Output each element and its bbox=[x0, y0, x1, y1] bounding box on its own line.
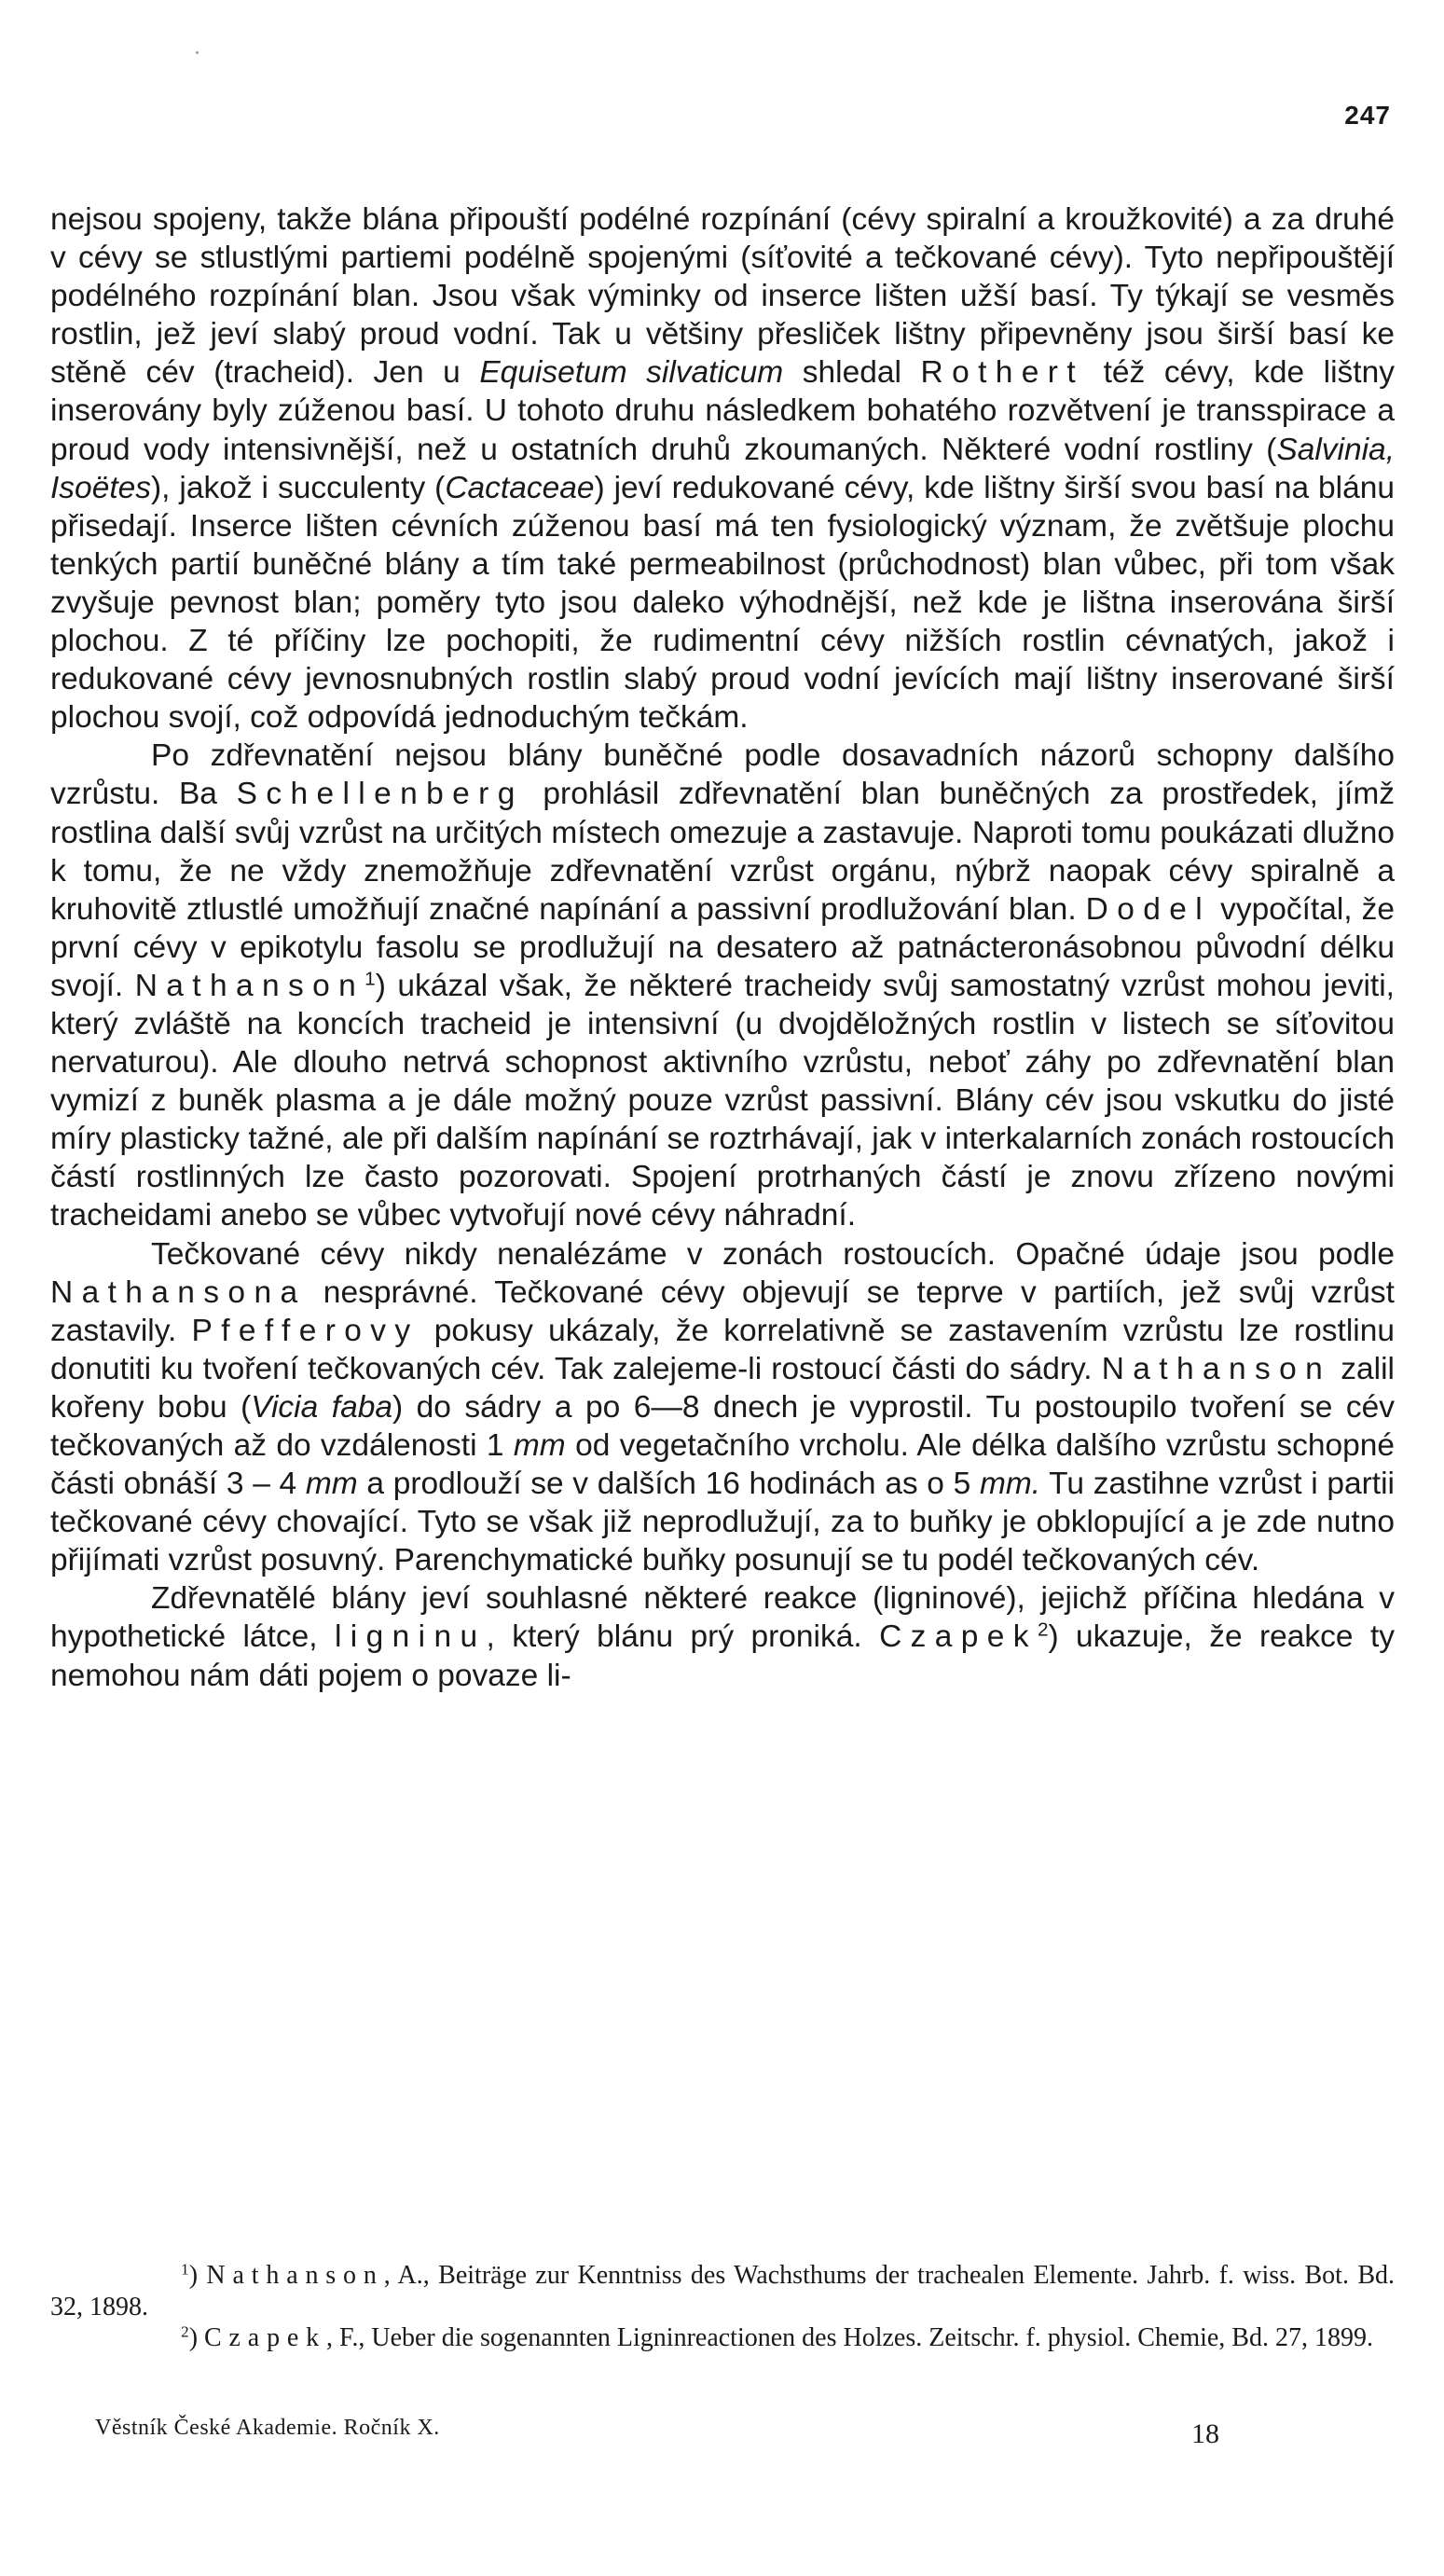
footnote-ref: 1 bbox=[364, 968, 376, 990]
author-name: Rothert bbox=[920, 355, 1085, 391]
journal-signature: Věstník České Akademie. Ročník X. bbox=[95, 2416, 440, 2440]
footnote-ref: 2 bbox=[1037, 1619, 1049, 1642]
term: ligninu bbox=[334, 1619, 487, 1655]
text-run: nesprávné. Tečkované cévy objevují se teprve v partiích, jež svůj vzrůst zastavily. bbox=[50, 1274, 1395, 1348]
text-run: ) ukázal však, že některé tracheidy svůj samostatný vzrůst mohou jeviti, který zvláště na koncích tracheid je intensivní (u dvojděložných rostlin v listech se síťovitou nervaturou). Ale dlouho netrvá schopnost aktivního vzrůstu, neboť záhy po zdřevnatění blan vymizí z buněk plasma a je dále možný pouze vzrůst passivní. Blány cév jsou vskutku do jisté míry plasticky tažné, ale při dalším napínání se roztrhávají, jak v interkalarních zonách rostoucích částí rostlinných lze často pozorovati. Spojení protrhaných částí je znovu zřízeno novými tracheidami anebo se vůbec vytvořují nové cévy náhradní. bbox=[50, 968, 1395, 1233]
text-run: Zdřevnatělé blány jeví souhlasné některé reakce (ligninové), jejichž příčina hledána v hypothetické látce, bbox=[50, 1581, 1395, 1655]
species-name: Equisetum silvaticum bbox=[479, 355, 784, 391]
footnotes bbox=[50, 2260, 1395, 2354]
unit: mm. bbox=[979, 1467, 1041, 1502]
text-run: Tečkované cévy nikdy nenalézáme v zonách rostoucích. Opačné údaje jsou podle bbox=[151, 1236, 1395, 1272]
footnote-author: Nathanson bbox=[206, 2261, 384, 2290]
author-name: Schellenberg bbox=[236, 777, 524, 812]
footnote-1: $^1$) Nathanson, A., Beiträge zur Kenntniss des Wachsthums der trachealen Elemente. Jahrb. f. wiss. Bot. Bd. 32, 1898. bbox=[50, 2260, 1396, 2321]
sheet-number: 18 bbox=[1191, 2418, 1219, 2449]
author-name: Dodel bbox=[1085, 891, 1212, 927]
author-name: Pfefferovy bbox=[191, 1313, 419, 1348]
author-name: Nathansona bbox=[50, 1274, 307, 1310]
paragraph-1 bbox=[50, 200, 1395, 737]
text-run: od vegetačního vrcholu. Ale délka dalšího vzrůstu schopné části obnáší 3 – 4 bbox=[50, 1428, 1395, 1502]
text-run: a prodlouží se v dalších 16 hodinách as o 5 bbox=[357, 1467, 980, 1502]
text-run: též cévy, kde lištny inserovány byly zúženou basí. U tohoto druhu následkem bohatého rozvětvení je transspirace a proud vody intensivnější, než u ostatních druhů zkoumaných. Některé vodní rostliny ( bbox=[50, 355, 1395, 467]
text-run: vypočítal, že první cévy v epikotylu fasolu se prodlužují na desatero až patnácteronásobnou původní délku svojí. bbox=[50, 891, 1395, 1003]
author-name: Nathanson bbox=[134, 968, 365, 1003]
text-run: zalil kořeny bobu ( bbox=[50, 1351, 1395, 1425]
footnote-mark: 1 bbox=[181, 2260, 189, 2279]
footnote-2: $^2$) Czapek, F., Ueber die sogenannten Ligninreactionen des Holzes. Zeitschr. f. physiol. Chemie, Bd. 27, 1899. bbox=[181, 2322, 1373, 2352]
scan-speck bbox=[196, 51, 199, 54]
author-name: Nathanson bbox=[1101, 1351, 1332, 1386]
footnote-text: , A., Beiträge zur Kenntniss des Wachsthums der trachealen Elemente. Jahrb. f. wiss. Bot. Bd. 32, 1898. bbox=[50, 2261, 1396, 2321]
text-run: ) do sádry a po 6—8 dnech je vyprostil. Tu postoupilo tvoření se cév tečkovaných až do vzdálenosti 1 bbox=[50, 1389, 1395, 1463]
paragraph-4 bbox=[50, 1579, 1395, 1694]
page-number: 247 bbox=[1344, 101, 1391, 130]
text-run: ), jakož i succulenty ( bbox=[151, 470, 446, 505]
text-run: ) ukazuje, že reakce ty nemohou nám dáti pojem o povaze li- bbox=[50, 1619, 1396, 1693]
unit: mm bbox=[305, 1467, 358, 1502]
species-name: Vicia faba bbox=[251, 1389, 392, 1425]
author-name: Czapek bbox=[879, 1619, 1038, 1655]
text-run: pokusy ukázaly, že korrelativně se zastavením vzrůstu lze rostlinu donutiti ku tvoření tečkovaných cév. Tak zalejeme-li rostoucí části do sádry. bbox=[50, 1313, 1395, 1386]
family-name: Cactaceae bbox=[445, 470, 595, 505]
text-run: Tu zastihne vzrůst i partii tečkované cévy chovající. Tyto se však již neprodlužují, za to buňky je obklopující a je zde nutno přijímati vzrůst posuvný. Parenchymatické buňky posunují se tu podél tečkovaných cév. bbox=[50, 1467, 1395, 1578]
text-run: Po zdřevnatění nejsou blány buněčné podle dosavadních názorů schopny dalšího vzrůstu. Ba bbox=[50, 738, 1395, 812]
paragraph-3 bbox=[50, 1235, 1395, 1580]
paragraph-2 bbox=[50, 737, 1395, 1234]
footnote-mark: 2 bbox=[181, 2322, 189, 2341]
unit: mm bbox=[513, 1428, 566, 1463]
text-run: shledal bbox=[783, 355, 921, 391]
text-run: ) jeví redukované cévy, kde lištny širší svou basí na blánu přisedají. Inserce lišten cévních zúženou basí má ten fysiologický význam, že zvětšuje plochu tenkých partií buněčné blány a tím také permeabilnost (průchodnost) blan vůbec, při tom však zvyšuje pevnost blan; poměry tyto jsou daleko výhodnější, než kde je lištna inserována širší plochou. Z té příčiny lze pochopiti, že rudimentní cévy nižších rostlin cévnatých, jakož i redukované cévy jevnosnubných rostlin slabý proud vodní jevících mají lištny inserované širší plochou svojí, což odpovídá jednoduchým tečkám. bbox=[50, 470, 1395, 736]
text-run: nejsou spojeny, takže blána připouští podélné rozpínání (cévy spiralní a kroužkovité) a za druhé v cévy se stlustlými partiemi podélně spojenými (síťovité a tečkované cévy). Tyto nepřipouštějí podélného rozpínání blan. Jsou však výminky od inserce lišten užší basí. Ty týkají se vesměs rostlin, jež jeví slabý proud vodní. Tak u většiny přesliček lištny připevněny jsou širší basí ke stěně cév (tracheid). Jen u bbox=[50, 202, 1395, 391]
text-run: prohlásil zdřevnatění blan buněčných za prostředek, jímž rostlina další svůj vzrůst na určitých místech omezuje a zastavuje. Naproti tomu poukázati dlužno k tomu, že ne vždy znemožňuje zdřevnatění vzrůst orgánu, nýbrž naopak cévy spiralně a kruhovitě ztlustlé umožňují značné napínání a passivní prodlužování blan. bbox=[50, 777, 1395, 927]
article-body bbox=[50, 200, 1395, 1695]
text-run: , který blánu prý proniká. bbox=[486, 1619, 880, 1655]
footnote-author: Czapek bbox=[204, 2323, 327, 2352]
genus-names: Salvinia, Isoëtes bbox=[50, 432, 1395, 505]
footnote-text: , F., Ueber die sogenannten Ligninreactionen des Holzes. Zeitschr. f. physiol. Chemie, Bd. 27, 1899. bbox=[326, 2323, 1373, 2352]
